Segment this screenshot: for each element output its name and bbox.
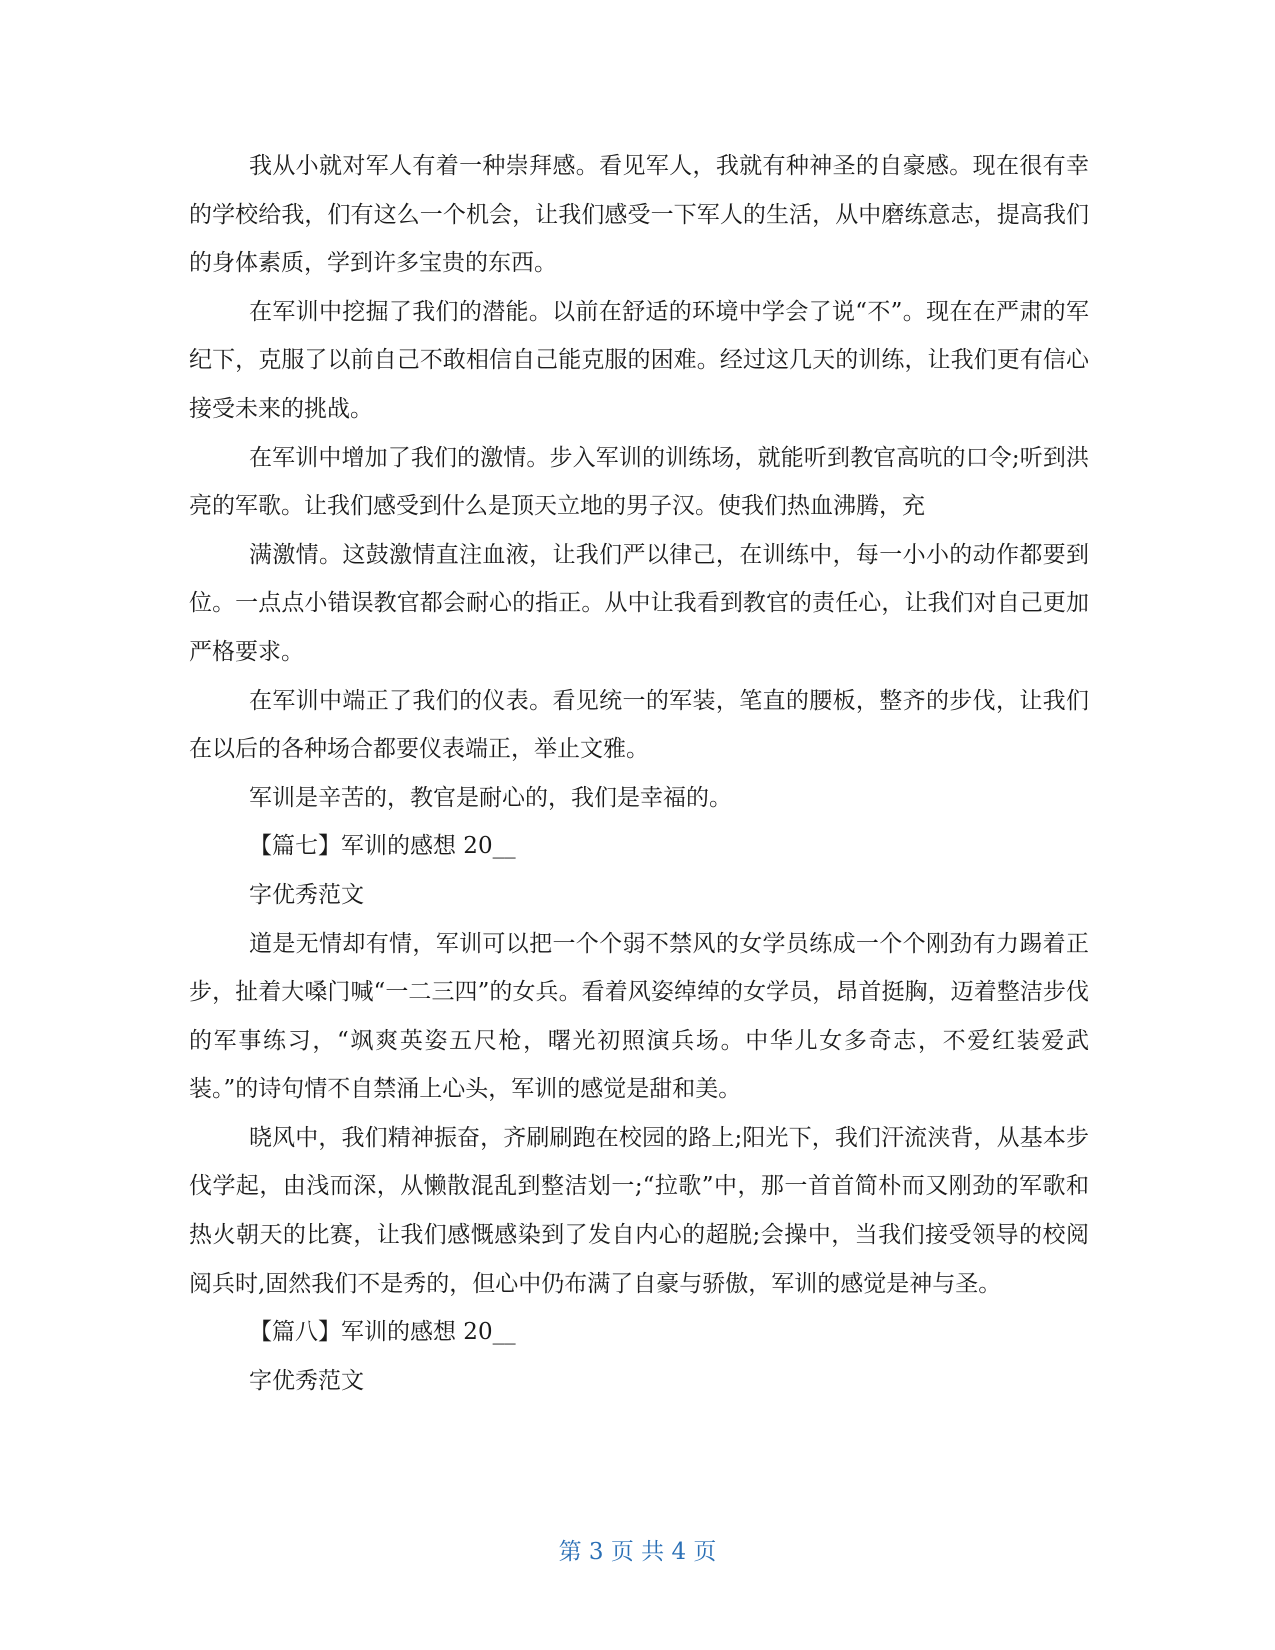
paragraph-4: 满激情。这鼓激情直注血液，让我们严以律己，在训练中，每一小小的动作都要到位。一点点小错误教官都会耐心的指正。从中让我看到教官的责任心，让我们对自己更加严格要求。 [189,541,1089,665]
section-7-paragraph-2: 晓风中，我们精神振奋，齐刷刷跑在校园的路上;阳光下，我们汗流浃背，从基本步伐学起，由浅而深，从懒散混乱到整洁划一;“拉歌”中，那一首首简朴而又刚劲的军歌和热火朝天的比赛，让我们感慨感染到了发自内心的超脱;会操中，当我们接受领导的校阅阅兵时,固然我们不是秀的，但心中仍布满了自豪与骄傲，军训的感觉是神与圣。 [189,1124,1089,1297]
paragraph-5: 在军训中端正了我们的仪表。看见统一的军装，笔直的腰板，整齐的步伐，让我们在以后的各种场合都要仪表端正，举止文雅。 [189,687,1089,763]
paragraph-3: 在军训中增加了我们的激情。步入军训的训练场，就能听到教官高吭的口令;听到洪亮的军歌。让我们感受到什么是顶天立地的男子汉。使我们热血沸腾，充 [189,444,1089,520]
paragraph-1: 我从小就对军人有着一种崇拜感。看见军人，我就有种神圣的自豪感。现在很有幸的学校给我，们有这么一个机会，让我们感受一下军人的生活，从中磨练意志，提高我们的身体素质，学到许多宝贵的东西。 [189,153,1089,277]
section-7-subheading: 字优秀范文 [249,881,364,908]
section-7-paragraph-1: 道是无情却有情，军训可以把一个个弱不禁风的女学员练成一个个刚劲有力踢着正步，扯着大嗓门喊“一二三四”的女兵。看着风姿绰绰的女学员，昂首挺胸，迈着整洁步伐的军事练习，“飒爽英姿五尺枪，曙光初照演兵场。中华儿女多奇志，不爱红装爱武装。”的诗句情不自禁涌上心头，军训的感觉是甜和美。 [189,930,1089,1103]
section-7-heading: 【篇七】军训的感想 20__ [249,833,516,860]
section-8-heading: 【篇八】军训的感想 20__ [249,1319,516,1346]
page-number-footer: 第 3 页 共 4 页 [558,1539,717,1565]
paragraph-2: 在军训中挖掘了我们的潜能。以前在舒适的环境中学会了说“不”。现在在严肃的军纪下，克服了以前自己不敢相信自己能克服的困难。经过这几天的训练，让我们更有信心接受未来的挑战。 [189,298,1089,422]
document-body [189,142,1089,1405]
paragraph-6: 军训是辛苦的，教官是耐心的，我们是幸福的。 [249,784,732,811]
section-8-subheading: 字优秀范文 [249,1367,364,1394]
